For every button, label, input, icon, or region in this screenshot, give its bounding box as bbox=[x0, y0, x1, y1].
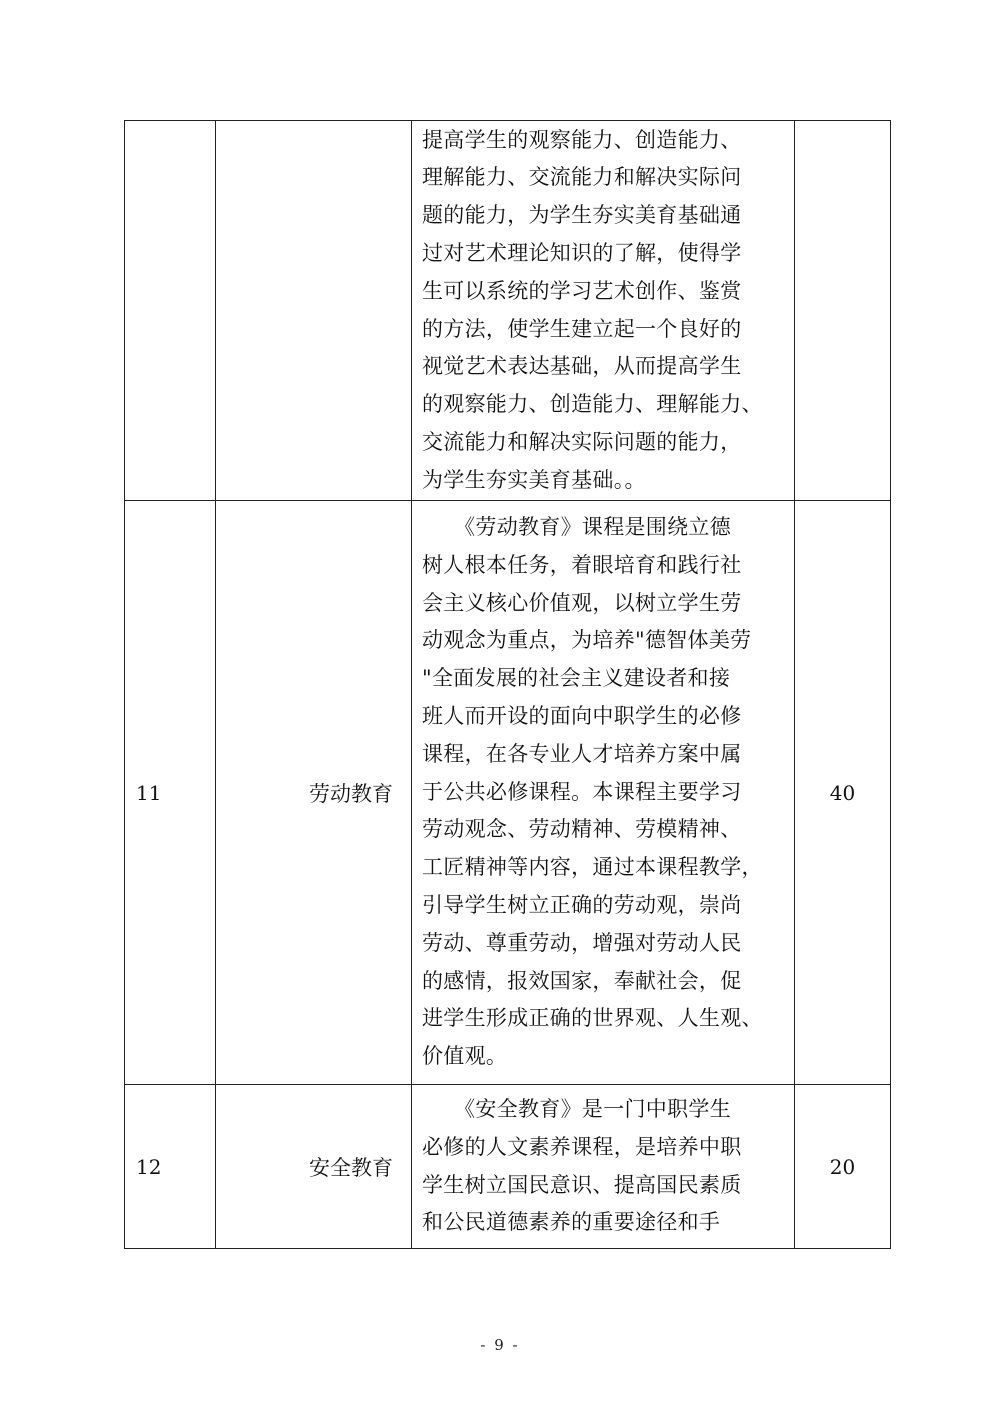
course-name-cell: 劳动教育 bbox=[216, 501, 412, 1085]
course-description-cell bbox=[412, 1085, 795, 1249]
description-line: 《安全教育》是一门中职学生 bbox=[422, 1096, 731, 1121]
course-name-cell bbox=[216, 121, 412, 501]
course-description-cell bbox=[412, 501, 795, 1085]
description-line: 引导学生树立正确的劳动观，崇尚 bbox=[422, 892, 742, 917]
class-hours-cell: 40 bbox=[795, 501, 891, 1085]
description-line: 的感情，报效国家，奉献社会，促 bbox=[422, 968, 742, 993]
class-hours-cell: 20 bbox=[795, 1085, 891, 1249]
row-number-cell: 12 bbox=[125, 1085, 216, 1249]
table-row bbox=[125, 121, 891, 501]
description-line: 会主义核心价值观，以树立学生劳 bbox=[422, 590, 742, 615]
description-line: 生可以系统的学习艺术创作、鉴赏 bbox=[422, 278, 742, 303]
description-line: 课程，在各专业人才培养方案中属 bbox=[422, 741, 742, 766]
description-line: 视觉艺术表达基础，从而提高学生 bbox=[422, 354, 742, 379]
description-line: 《劳动教育》课程是围绕立德 bbox=[422, 515, 731, 540]
description-line: 工匠精神等内容，通过本课程教学， bbox=[422, 855, 763, 880]
description-line: 动观念为重点，为培养"德智体美劳 bbox=[422, 628, 752, 653]
description-line: 过对艺术理论知识的了解，使得学 bbox=[422, 240, 742, 265]
course-description-cell bbox=[412, 121, 795, 501]
description-line: 必修的人文素养课程，是培养中职 bbox=[422, 1134, 742, 1159]
description-line: 和公民道德素养的重要途径和手 bbox=[422, 1210, 721, 1235]
description-line: 进学生形成正确的世界观、人生观、 bbox=[422, 1006, 763, 1031]
table-row bbox=[125, 501, 891, 1085]
description-line: 价值观。 bbox=[422, 1044, 508, 1069]
description-line: 为学生夯实美育基础。。 bbox=[422, 467, 646, 492]
row-number-cell: 11 bbox=[125, 501, 216, 1085]
description-line: 理解能力、交流能力和解决实际问 bbox=[422, 165, 742, 190]
description-line: 的观察能力、创造能力、理解能力、 bbox=[422, 392, 763, 417]
class-hours-cell bbox=[795, 121, 891, 501]
description-line: 题的能力，为学生夯实美育基础通 bbox=[422, 203, 742, 228]
description-line: 树人根本任务，着眼培育和践行社 bbox=[422, 552, 742, 577]
description-line: 班人而开设的面向中职学生的必修 bbox=[422, 704, 742, 728]
course-table bbox=[124, 120, 891, 1249]
course-name-cell: 安全教育 bbox=[216, 1085, 412, 1249]
description-line: 的方法，使学生建立起一个良好的 bbox=[422, 316, 742, 341]
description-line: 交流能力和解决实际问题的能力， bbox=[422, 429, 742, 454]
description-line: "全面发展的社会主义建设者和接 bbox=[422, 666, 731, 691]
description-line: 劳动、尊重劳动，增强对劳动人民 bbox=[422, 930, 742, 955]
row-number-cell bbox=[125, 121, 216, 501]
page-number: - 9 - bbox=[480, 1336, 520, 1354]
table-row bbox=[125, 1085, 891, 1249]
description-line: 学生树立国民意识、提高国民素质 bbox=[422, 1172, 742, 1197]
description-line: 于公共必修课程。本课程主要学习 bbox=[422, 779, 742, 804]
description-line: 劳动观念、劳动精神、劳模精神、 bbox=[422, 817, 742, 842]
description-line: 提高学生的观察能力、创造能力、 bbox=[422, 127, 742, 152]
